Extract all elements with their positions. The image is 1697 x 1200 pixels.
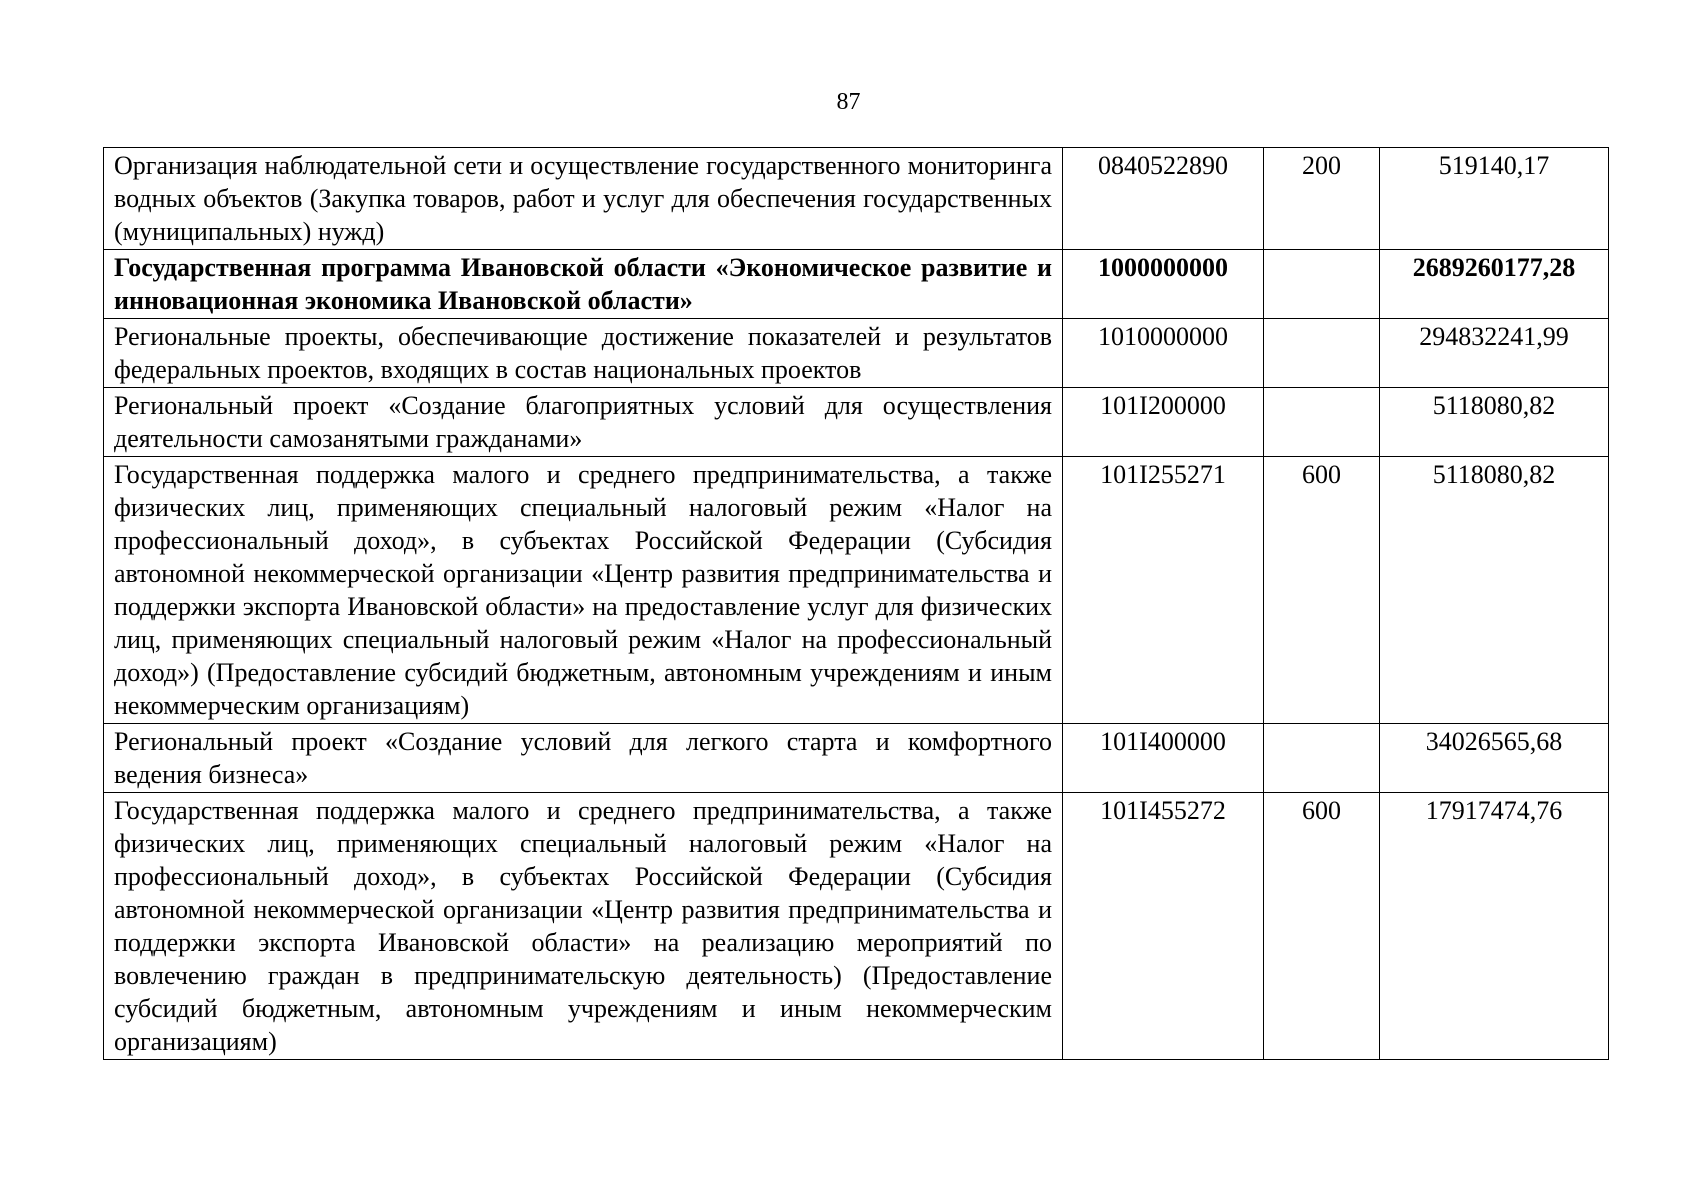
row-expense-type <box>1264 388 1380 457</box>
row-amount: 17917474,76 <box>1380 793 1609 1060</box>
table-row <box>104 388 1609 457</box>
row-amount: 34026565,68 <box>1380 724 1609 793</box>
row-amount: 5118080,82 <box>1380 457 1609 724</box>
row-expense-type <box>1264 724 1380 793</box>
row-expense-type: 600 <box>1264 793 1380 1060</box>
page-number: 87 <box>836 89 861 115</box>
row-amount: 294832241,99 <box>1380 319 1609 388</box>
budget-table <box>103 147 1609 1060</box>
row-description: Государственная поддержка малого и среднего предпринимательства, а также физических лиц, применяющих специальный налоговый режим «Налог на профессиональный доход», в субъектах Российской Федерации (Субсидия автономной некоммерческой организации «Центр развития предпринимательства и поддержки экспорта Ивановской области» на предоставление услуг для физических лиц, применяющих специальный налоговый режим «Налог на профессиональный доход») (Предоставление субсидий бюджетным, автономным учреждениям и иным некоммерческим организациям) <box>104 457 1063 724</box>
row-description: Региональный проект «Создание благоприятных условий для осуществления деятельности самозанятыми гражданами» <box>104 388 1063 457</box>
row-amount: 5118080,82 <box>1380 388 1609 457</box>
table-row <box>104 250 1609 319</box>
row-code: 101I455272 <box>1063 793 1264 1060</box>
row-expense-type <box>1264 250 1380 319</box>
row-code: 0840522890 <box>1063 148 1264 250</box>
row-description: Государственная программа Ивановской области «Экономическое развитие и инновационная экономика Ивановской области» <box>104 250 1063 319</box>
row-expense-type: 600 <box>1264 457 1380 724</box>
table-row <box>104 457 1609 724</box>
table-row <box>104 724 1609 793</box>
row-code: 1010000000 <box>1063 319 1264 388</box>
row-code: 101I200000 <box>1063 388 1264 457</box>
row-amount: 2689260177,28 <box>1380 250 1609 319</box>
row-description: Региональные проекты, обеспечивающие достижение показателей и результатов федеральных проектов, входящих в состав национальных проектов <box>104 319 1063 388</box>
row-code: 101I255271 <box>1063 457 1264 724</box>
row-expense-type: 200 <box>1264 148 1380 250</box>
row-code: 101I400000 <box>1063 724 1264 793</box>
row-description: Государственная поддержка малого и среднего предпринимательства, а также физических лиц, применяющих специальный налоговый режим «Налог на профессиональный доход», в субъектах Российской Федерации (Субсидия автономной некоммерческой организации «Центр развития предпринимательства и поддержки экспорта Ивановской области» на реализацию мероприятий по вовлечению граждан в предпринимательскую деятельность) (Предоставление субсидий бюджетным, автономным учреждениям и иным некоммерческим организациям) <box>104 793 1063 1060</box>
row-amount: 519140,17 <box>1380 148 1609 250</box>
row-description: Организация наблюдательной сети и осуществление государственного мониторинга водных объектов (Закупка товаров, работ и услуг для обеспечения государственных (муниципальных) нужд) <box>104 148 1063 250</box>
row-description: Региональный проект «Создание условий для легкого старта и комфортного ведения бизнеса» <box>104 724 1063 793</box>
table-row <box>104 793 1609 1060</box>
row-expense-type <box>1264 319 1380 388</box>
table-row <box>104 319 1609 388</box>
row-code: 1000000000 <box>1063 250 1264 319</box>
table-row <box>104 148 1609 250</box>
